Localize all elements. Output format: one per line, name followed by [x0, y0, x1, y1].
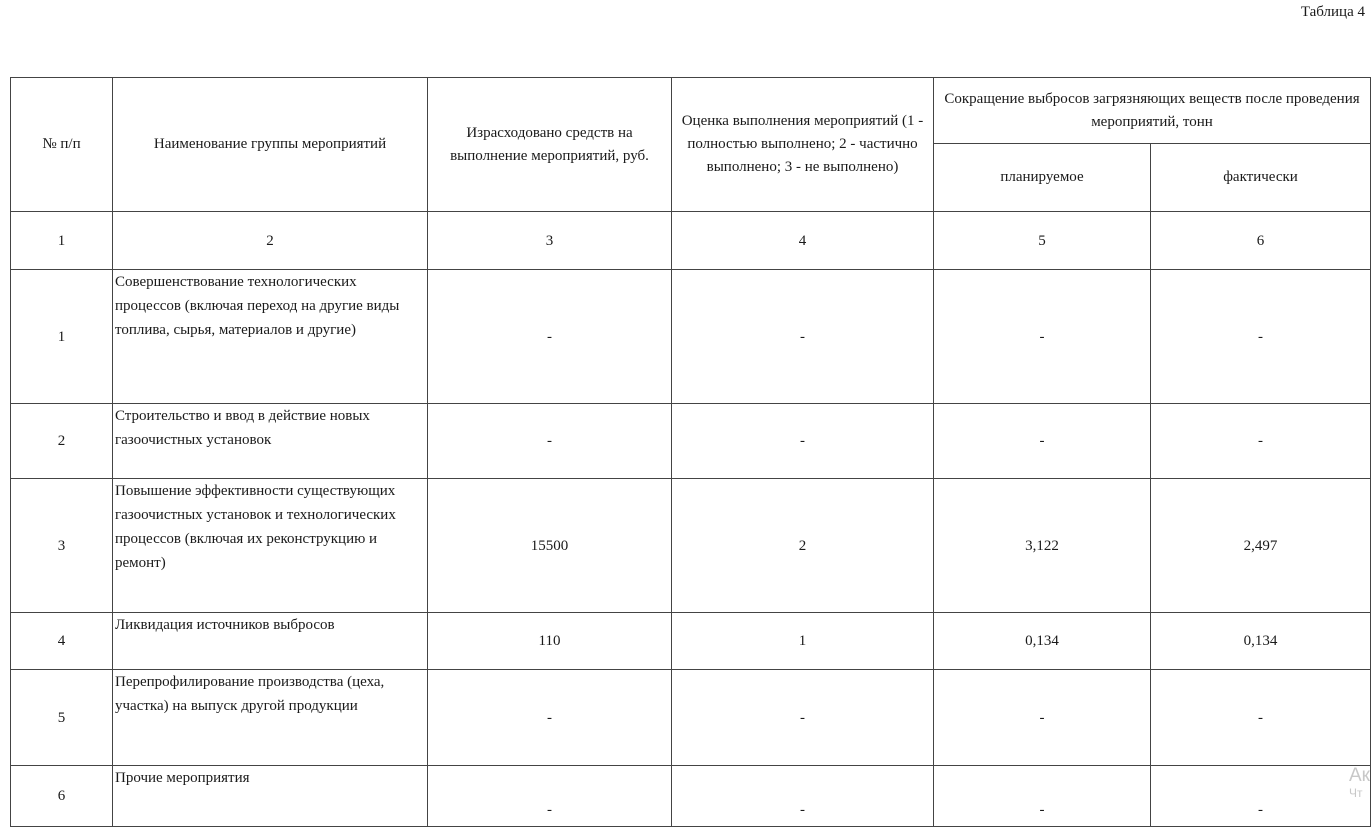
actual-reduction: 0,134 — [1151, 613, 1371, 670]
header-row — [11, 78, 1371, 144]
header-measure-group: Наименование группы мероприятий — [113, 78, 428, 212]
funds-spent: - — [428, 270, 672, 404]
actual-reduction: - — [1151, 404, 1371, 479]
column-number: 1 — [11, 212, 113, 270]
assessment-value: - — [672, 766, 934, 827]
planned-reduction: - — [934, 404, 1151, 479]
planned-reduction: 3,122 — [934, 479, 1151, 613]
row-number: 5 — [11, 670, 113, 766]
activation-watermark — [1349, 766, 1370, 800]
row-number: 2 — [11, 404, 113, 479]
funds-spent: - — [428, 670, 672, 766]
row-number: 1 — [11, 270, 113, 404]
column-number: 6 — [1151, 212, 1371, 270]
planned-reduction: - — [934, 670, 1151, 766]
row-number: 6 — [11, 766, 113, 827]
planned-reduction: 0,134 — [934, 613, 1151, 670]
planned-reduction: - — [934, 766, 1151, 827]
measure-name: Перепрофилирование производства (цеха, участка) на выпуск другой продукции — [113, 670, 428, 766]
assessment-value: 1 — [672, 613, 934, 670]
funds-spent: - — [428, 766, 672, 827]
row-number: 3 — [11, 479, 113, 613]
assessment-value: - — [672, 404, 934, 479]
assessment-value: - — [672, 670, 934, 766]
table-row — [11, 404, 1371, 479]
table-row — [11, 613, 1371, 670]
measure-name: Строительство и ввод в действие новых газоочистных установок — [113, 404, 428, 479]
watermark-line-1: Ак — [1349, 765, 1370, 786]
column-number: 2 — [113, 212, 428, 270]
header-emission-reduction: Сокращение выбросов загрязняющих веществ после проведения мероприятий, тонн — [934, 78, 1371, 144]
table-row — [11, 670, 1371, 766]
header-assessment: Оценка выполнения мероприятий (1 - полностью выполнено; 2 - частично выполнено; 3 - не выполнено) — [672, 78, 934, 212]
table-row — [11, 479, 1371, 613]
emissions-reduction-table — [10, 77, 1371, 827]
column-number: 4 — [672, 212, 934, 270]
table-row — [11, 766, 1371, 827]
watermark-line-2: Чт — [1349, 785, 1363, 800]
measure-name: Совершенствование технологических процессов (включая переход на другие виды топлива, сырья, материалов и другие) — [113, 270, 428, 404]
actual-reduction: - — [1151, 670, 1371, 766]
table-row — [11, 270, 1371, 404]
column-numbers-row — [11, 212, 1371, 270]
actual-reduction: - — [1151, 270, 1371, 404]
funds-spent: 15500 — [428, 479, 672, 613]
column-number: 3 — [428, 212, 672, 270]
measure-name: Повышение эффективности существующих газоочистных установок и технологических процессов (включая их реконструкцию и ремонт) — [113, 479, 428, 613]
header-number: № п/п — [11, 78, 113, 212]
actual-reduction: - — [1151, 766, 1371, 827]
actual-reduction: 2,497 — [1151, 479, 1371, 613]
assessment-value: 2 — [672, 479, 934, 613]
funds-spent: 110 — [428, 613, 672, 670]
measure-name: Прочие мероприятия — [113, 766, 428, 827]
table-caption: Таблица 4 — [1300, 4, 1365, 20]
row-number: 4 — [11, 613, 113, 670]
column-number: 5 — [934, 212, 1151, 270]
header-actual: фактически — [1151, 144, 1371, 212]
funds-spent: - — [428, 404, 672, 479]
assessment-value: - — [672, 270, 934, 404]
planned-reduction: - — [934, 270, 1151, 404]
header-funds-spent: Израсходовано средств на выполнение мероприятий, руб. — [428, 78, 672, 212]
measure-name: Ликвидация источников выбросов — [113, 613, 428, 670]
header-planned: планируемое — [934, 144, 1151, 212]
